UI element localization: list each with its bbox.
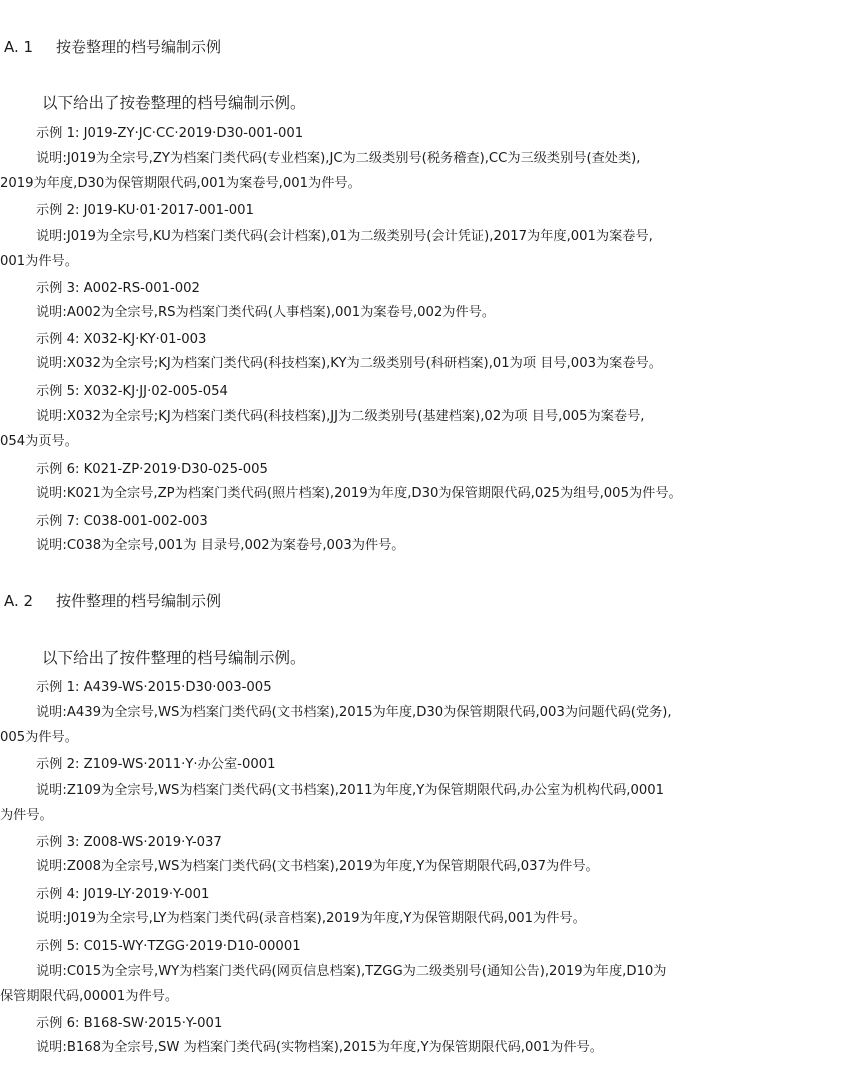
example-label: 示例 7: C038-001-002-003 (36, 514, 208, 529)
example-label: 示例 3: A002-RS-001-002 (36, 281, 200, 296)
description-line: 说明:A002为全宗号,RS为档案门类代码(人事档案),001为案卷号,002为件号。 (36, 305, 496, 320)
description-line: 说明:J019为全宗号,KU为档案门类代码(会计档案),01为二级类别号(会计凭证),2017为年度,001为案卷号, (36, 229, 653, 244)
description-line: 说明:C038为全宗号,001为 目录号,002为案卷号,003为件号。 (36, 538, 405, 553)
description-line: 说明:B168为全宗号,SW 为档案门类代码(实物档案),2015为年度,Y为保管期限代码,001为件号。 (36, 1040, 603, 1055)
description-line: 为件号。 (0, 808, 53, 823)
example-description (0, 700, 842, 750)
description-line: 说明:X032为全宗号;KJ为档案门类代码(科技档案),KY为二级类别号(科研档案),01为项 目号,003为案卷号。 (36, 356, 662, 371)
example-description (0, 959, 842, 1009)
description-line: 说明:X032为全宗号;KJ为档案门类代码(科技档案),JJ为二级类别号(基建档案),02为项 目号,005为案卷号, (36, 409, 645, 424)
section-number: A. 2 (4, 592, 34, 610)
example-description (0, 778, 842, 828)
example-label: 示例 1: A439-WS·2015·D30·003-005 (36, 680, 272, 695)
description-line: 说明:Z008为全宗号,WS为档案门类代码(文书档案),2019为年度,Y为保管期限代码,037为件号。 (36, 859, 599, 874)
description-line: 说明:A439为全宗号,WS为档案门类代码(文书档案),2015为年度,D30为保管期限代码,003为问题代码(党务), (36, 705, 672, 720)
section-a1-intro: 以下给出了按卷整理的档号编制示例。 (42, 94, 306, 112)
example-label: 示例 4: X032-KJ·KY·01-003 (36, 332, 207, 347)
example-label: 示例 2: J019-KU·01·2017-001-001 (36, 203, 254, 218)
example-description (0, 404, 842, 454)
section-title: 按卷整理的档号编制示例 (56, 38, 222, 56)
example-label: 示例 5: C015-WY·TZGG·2019·D10-00001 (36, 939, 301, 954)
section-a2-intro: 以下给出了按件整理的档号编制示例。 (42, 649, 306, 667)
example-label: 示例 6: B168-SW·2015·Y-001 (36, 1016, 223, 1031)
example-label: 示例 5: X032-KJ·JJ·02-005-054 (36, 384, 228, 399)
example-description (0, 146, 842, 196)
section-a2-heading (4, 590, 221, 611)
description-line: 说明:J019为全宗号,ZY为档案门类代码(专业档案),JC为二级类别号(税务稽查),CC为三级类别号(查处类), (36, 151, 641, 166)
description-line: 说明:K021为全宗号,ZP为档案门类代码(照片档案),2019为年度,D30为保管期限代码,025为组号,005为件号。 (36, 486, 682, 501)
example-label: 示例 4: J019-LY·2019·Y-001 (36, 887, 210, 902)
description-line: 2019为年度,D30为保管期限代码,001为案卷号,001为件号。 (0, 176, 361, 191)
description-line: 005为件号。 (0, 730, 78, 745)
example-description (0, 224, 842, 274)
section-title: 按件整理的档号编制示例 (56, 592, 222, 610)
example-label: 示例 6: K021-ZP·2019·D30-025-005 (36, 462, 268, 477)
example-label: 示例 1: J019-ZY·JC·CC·2019·D30-001-001 (36, 126, 304, 141)
description-line: 说明:Z109为全宗号,WS为档案门类代码(文书档案),2011为年度,Y为保管期限代码,办公室为机构代码,0001 (36, 783, 665, 798)
section-number: A. 1 (4, 38, 34, 56)
description-line: 054为页号。 (0, 434, 78, 449)
description-line: 说明:C015为全宗号,WY为档案门类代码(网页信息档案),TZGG为二级类别号(通知公告),2019为年度,D10为 (36, 964, 667, 979)
example-label: 示例 2: Z109-WS·2011·Y·办公室-0001 (36, 757, 276, 772)
description-line: 保管期限代码,00001为件号。 (0, 989, 179, 1004)
description-line: 说明:J019为全宗号,LY为档案门类代码(录音档案),2019为年度,Y为保管期限代码,001为件号。 (36, 911, 586, 926)
description-line: 001为件号。 (0, 254, 78, 269)
example-label: 示例 3: Z008-WS·2019·Y-037 (36, 835, 222, 850)
section-a1-heading (4, 36, 221, 57)
